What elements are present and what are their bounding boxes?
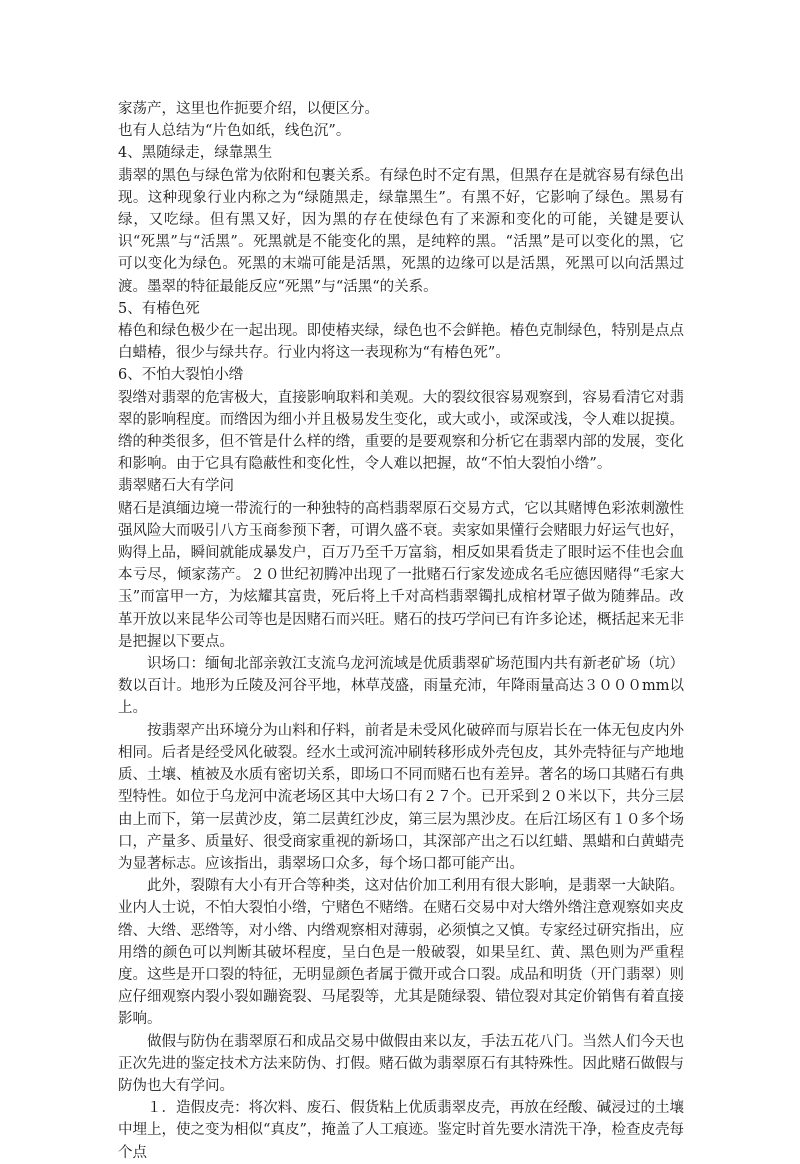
paragraph-chun-color: 椿色和绿色极少在一起出现。即使椿夹绿，绿色也不会鲜艳。椿色克制绿色，特别是点点白蜡椿，很少与绿共存。行业内将这一表现称为“有椿色死”。 <box>118 323 684 362</box>
paragraph-intro-2: 也有人总结为“片色如纸，线色沉”。 <box>118 123 351 140</box>
heading-section-4: 4、黑随绿走，绿靠黑生 <box>118 145 273 162</box>
paragraph-mine-site: 识场口：缅甸北部亲敦江支流乌龙河流域是优质翡翠矿场范围内共有新老矿场（坑）数以百计。地形为丘陵及河谷平地，林草茂盛，雨量充沛，年降雨量高达３０００mm以上。 <box>118 656 684 717</box>
paragraph-fissures: 此外，裂隙有大小有开合等种类，这对估价加工利用有很大影响，是翡翠一大缺陷。业内人士说，不怕大裂怕小绺，宁赌色不赌绺。在赌石交易中对大绺外绺注意观察如夹皮绺、大绺、恶绺等，对小绺、内绺观察相对薄弱，必须慎之又慎。专家经过研究指出，应用绺的颜色可以判断其破坏程度，呈白色是一般破裂，如果呈红、黄、黑色则为严重程度。这些是开口裂的特征，无明显颜色者属于微开或合口裂。成品和明货（开门翡翠）则应仔细观察内裂小裂如蹦瓷裂、马尾裂等，尤其是随绿裂、错位裂对其定价销售有着直接影响。 <box>118 878 684 1028</box>
paragraph-gambling-intro: 赌石是滇缅边境一带流行的一种独特的高档翡翠原石交易方式，它以其赌博色彩浓刺激性强风险大而吸引八方玉商参预下奢，可谓久盛不衰。卖家如果懂行会赌眼力好运气也好，购得上品，瞬间就能成暴发户，百万乃至千万富翁，相反如果看货走了眼时运不佳也会血本亏尽，倾家荡产。２０世纪初腾冲出现了一批赌石行家发迹成名毛应德因赌得“毛家大玉”而富甲一方，为炫耀其富贵，死后将上千对高档翡翠镯扎成棺材罩子做为随葬品。改革开放以来昆华公司等也是因赌石而兴旺。赌石的技巧学问已有许多论述，概括起来无非是把握以下要点。 <box>118 500 684 650</box>
paragraph-cracks: 裂绺对翡翠的危害极大，直接影响取料和美观。大的裂纹很容易观察到，容易看清它对翡翠的影响程度。而绺因为细小并且极易发生变化，或大或小，或深或浅，令人难以捉摸。绺的种类很多，但不管是什么样的绺，重要的是要观察和分析它在翡翠内部的发展，变化和影响。由于它具有隐蔽性和变化性，令人难以把握，故“不怕大裂怕小绺”。 <box>118 389 684 473</box>
heading-section-5: 5、有椿色死 <box>118 300 200 317</box>
paragraph-counterfeit: 做假与防伪在翡翠原石和成品交易中做假由来以友，手法五花八门。当然人们今天也正次先进的鉴定技术方法来防伪、打假。赌石做为翡翠原石有其特殊性。因此赌石做假与防伪也大有学问。 <box>118 1033 684 1094</box>
heading-gambling-stone: 翡翠赌石大有学问 <box>118 478 234 495</box>
heading-section-6: 6、不怕大裂怕小绺 <box>118 367 244 384</box>
paragraph-black-green: 翡翠的黑色与绿色常为依附和包裹关系。有绿色时不定有黑，但黑存在是就容易有绿色出现。这种现象行业内称之为“绿随黑走，绿靠黑生”。有黑不好，它影响了绿色。黑易有绿，又吃绿。但有黑又好，因为黑的存在使绿色有了来源和变化的可能，关键是要认识“死黑”与“活黑”。死黑就是不能变化的黑，是纯粹的黑。“活黑”是可以变化的黑，它可以变化为绿色。死黑的末端可能是活黑，死黑的边缘可以是活黑，死黑可以向活黑过渡。墨翠的特征最能反应“死黑”与“活黑“的关系。 <box>118 167 684 295</box>
paragraph-fake-skin: １．造假皮壳：将次料、废石、假货粘上优质翡翠皮壳，再放在经酸、碱浸过的土壤中埋上，使之变为相似“真皮”，掩盖了人工痕迹。鉴定时首先要水清洗干净，检查皮壳每个点 <box>118 1100 684 1161</box>
paragraph-intro-1: 家荡产，这里也作扼要介绍，以便区分。 <box>118 101 379 117</box>
document-page <box>118 98 684 1164</box>
paragraph-environment: 按翡翠产出环境分为山料和仔料，前者是未受风化破碎而与原岩长在一体无包皮内外相同。后者是经受风化破裂。经水土或河流冲刷转移形成外壳包皮，其外壳特征与产地地质、土壤、植被及水质有密切关系，即场口不同而赌石也有差异。著名的场口其赌石有典型特性。如位于乌龙河中流老场区其中大场口有２７个。已开采到２０米以下，共分三层由上而下，第一层黄沙皮，第二层黄红沙皮，第三层为黑沙皮。在后江场区有１０多个场口，产量多、质量好、很受商家重视的新场口，其深部产出之石以红蜡、黑蜡和白黄蜡壳为显著标志。应该指出，翡翠场口众多，每个场口都可能产出。 <box>118 722 684 872</box>
